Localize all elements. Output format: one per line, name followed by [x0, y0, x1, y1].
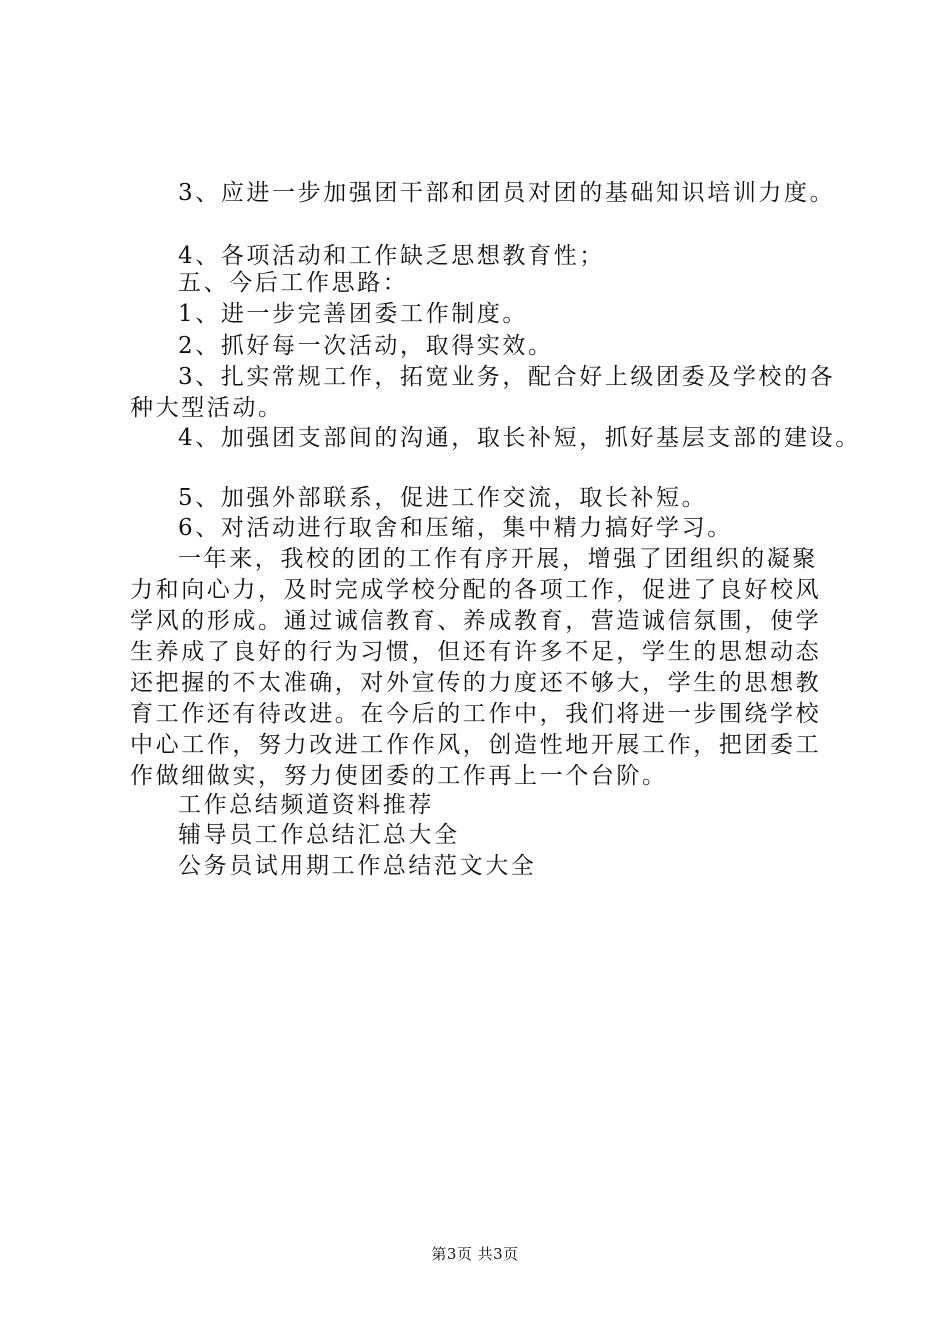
future-item-3-continued: 种大型活动。: [130, 395, 284, 421]
summary-line: 还把握的不太准确，对外宣传的力度还不够大，学生的思想教: [130, 670, 822, 696]
section-heading-future-work: 五、今后工作思路：: [178, 270, 409, 296]
summary-line: 作做细做实，努力使团委的工作再上一个台阶。: [130, 763, 668, 789]
future-item-6: 6、对活动进行取舍和压缩，集中精力搞好学习。: [178, 515, 733, 541]
future-item-4: 4、加强团支部间的沟通，取长补短，抓好基层支部的建设。: [178, 425, 861, 451]
future-item-2: 2、抓好每一次活动，取得实效。: [178, 333, 554, 359]
summary-line: 一年来，我校的团的工作有序开展，增强了团组织的凝聚: [178, 546, 818, 572]
issue-item-4: 4、各项活动和工作缺乏思想教育性；: [178, 243, 605, 269]
summary-line: 学风的形成。通过诚信教育、养成教育，营造诚信氛围，使学: [130, 608, 822, 634]
future-item-3: 3、扎实常规工作，拓宽业务，配合好上级团委及学校的各: [178, 364, 836, 390]
summary-line: 中心工作，努力改进工作作风，创造性地开展工作，把团委工: [130, 732, 822, 758]
recommendation-link[interactable]: 公务员试用期工作总结范文大全: [178, 853, 537, 879]
future-item-1: 1、进一步完善团委工作制度。: [178, 301, 529, 327]
future-item-5: 5、加强外部联系，促进工作交流，取长补短。: [178, 485, 708, 511]
issue-item-3: 3、应进一步加强团干部和团员对团的基础知识培训力度。: [178, 180, 836, 206]
summary-line: 力和向心力，及时完成学校分配的各项工作，促进了良好校风: [130, 577, 822, 603]
summary-line: 育工作还有待改进。在今后的工作中，我们将进一步围绕学校: [130, 701, 822, 727]
page-number-footer: 第3页 共3页: [431, 1245, 519, 1263]
recommendation-link[interactable]: 辅导员工作总结汇总大全: [178, 822, 460, 848]
recommendation-heading: 工作总结频道资料推荐: [178, 792, 434, 818]
summary-line: 生养成了良好的行为习惯，但还有许多不足，学生的思想动态: [130, 639, 822, 665]
